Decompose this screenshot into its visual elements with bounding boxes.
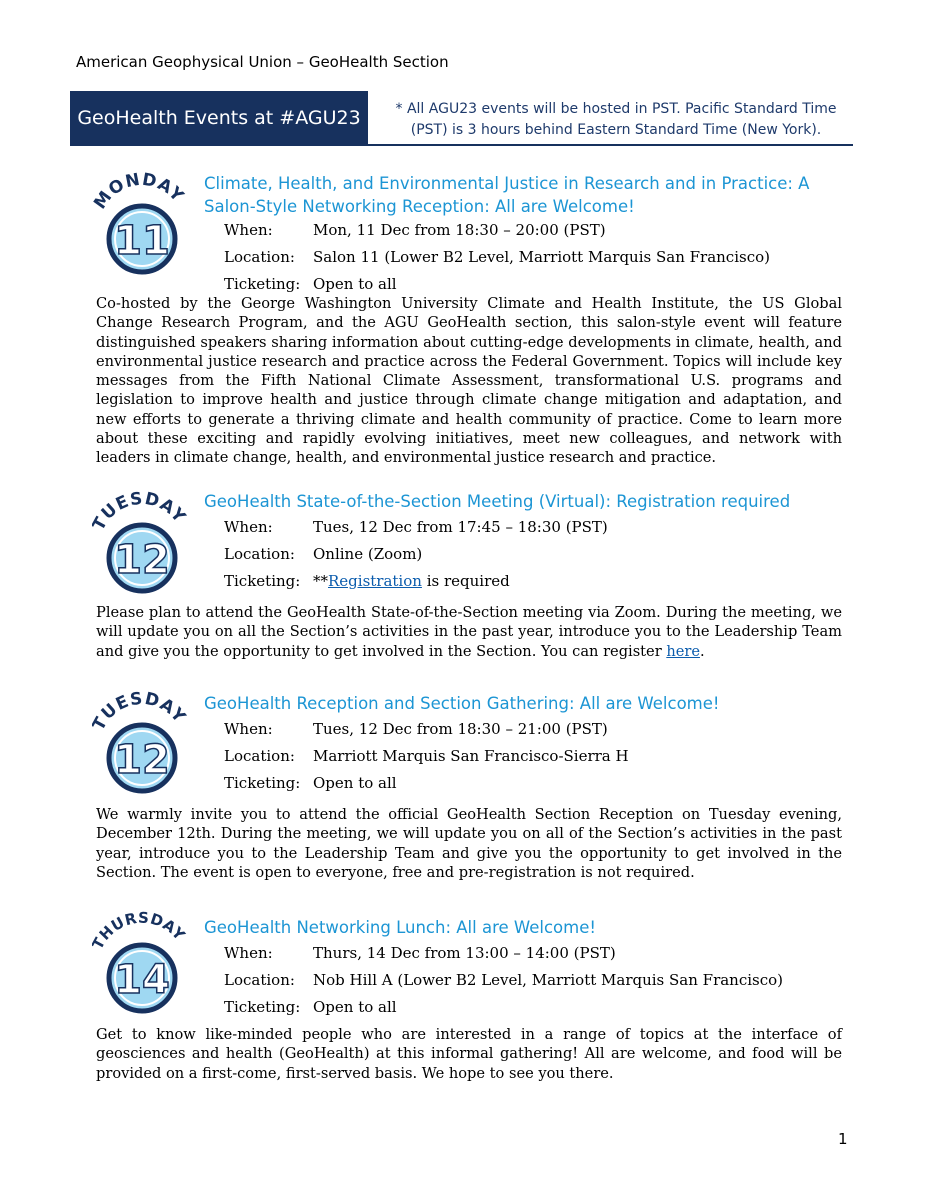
- location-label: Location:: [224, 747, 295, 765]
- location-label: Location:: [224, 545, 295, 563]
- badge-day-label: UESDAY: [97, 690, 188, 728]
- badge-date: 14: [114, 957, 170, 1003]
- ticketing-label: Ticketing:: [224, 275, 301, 293]
- tuesday-calendar-icon: [92, 690, 188, 800]
- location-value: Nob Hill A (Lower B2 Level, Marriott Marquis San Francisco): [313, 971, 784, 989]
- location-label: Location:: [224, 248, 295, 266]
- when-label: When:: [224, 518, 273, 536]
- ticketing-value: Open to all: [313, 774, 397, 792]
- page-number: 1: [838, 1130, 848, 1148]
- badge-day-label: HURSDAY: [95, 910, 188, 945]
- ticketing-value: Open to all: [313, 275, 397, 293]
- event-description: Please plan to attend the GeoHealth State-of-the-Section meeting via Zoom. During the meeting, we will update you on all the Section’s activities in the past year, introduce you to the Leadership Team and give you the opportunity to get involved in the Section. You can register here.: [96, 604, 842, 660]
- event-description: Co-hosted by the George Washington University Climate and Health Institute, the US Global Change Research Program, and the AGU GeoHealth section, this salon-style event will feature distinguished speakers sharing information about cutting-edge developments in climate, health, and environmental justice research and practice across the Federal Government. Topics will include key messages from the Fifth National Climate Assessment, transformational U.S. programs and legislation to improve health and justice through climate change mitigation and adaptation, and new efforts to generate a thriving climate and health community of practice. Come to learn more about these exciting and rapidly evolving initiatives, meet new colleagues, and network with leaders in climate change, health, and environmental justice research and practice.: [96, 295, 842, 467]
- ticketing-value: Open to all: [313, 998, 397, 1016]
- registration-link[interactable]: Registration: [328, 572, 422, 590]
- ticketing-value: **Registration is required: [313, 572, 510, 590]
- badge-day-label: MONDAY: [92, 171, 188, 213]
- when-label: When:: [224, 720, 273, 738]
- location-value: Salon 11 (Lower B2 Level, Marriott Marquis San Francisco): [313, 248, 770, 266]
- location-value: Marriott Marquis San Francisco-Sierra H: [313, 747, 629, 765]
- location-label: Location:: [224, 971, 295, 989]
- thursday-calendar-icon: [92, 910, 188, 1020]
- when-value: Thurs, 14 Dec from 13:00 – 14:00 (PST): [313, 944, 616, 962]
- event-title: GeoHealth Networking Lunch: All are Welcome!: [204, 918, 596, 937]
- monday-calendar-icon: [92, 171, 188, 281]
- events-banner: [70, 91, 853, 146]
- ticketing-label: Ticketing:: [224, 572, 301, 590]
- event-title: GeoHealth State-of-the-Section Meeting (Virtual): Registration required: [204, 492, 791, 511]
- badge-date: 12: [114, 737, 170, 783]
- when-value: Mon, 11 Dec from 18:30 – 20:00 (PST): [313, 221, 606, 239]
- when-value: Tues, 12 Dec from 18:30 – 21:00 (PST): [313, 720, 608, 738]
- ticketing-label: Ticketing:: [224, 774, 301, 792]
- event-description: Get to know like-minded people who are interested in a range of topics at the interface of geosciences and health (GeoHealth) at this informal gathering! All are welcome, and food will be provided on a first-come, first-served basis. We hope to see you there.: [96, 1026, 842, 1082]
- banner-timezone-note: * All AGU23 events will be hosted in PST. Pacific Standard Time (PST) is 3 hours behind Eastern Standard Time (New York).: [395, 101, 837, 138]
- when-label: When:: [224, 944, 273, 962]
- banner-title: GeoHealth Events at #AGU23: [70, 91, 368, 146]
- register-here-link[interactable]: here: [666, 642, 700, 660]
- badge-day-label: UESDAY: [97, 490, 188, 528]
- ticketing-label: Ticketing:: [224, 998, 301, 1016]
- badge-date: 11: [114, 218, 170, 264]
- banner-divider: [70, 144, 853, 146]
- event-description: We warmly invite you to attend the official GeoHealth Section Reception on Tuesday evening, December 12th. During the meeting, we will update you on all of the Section’s activities in the past year, introduce you to the Leadership Team and give you the opportunity to get involved in the Section. The event is open to everyone, free and pre-registration is not required.: [96, 806, 842, 881]
- event-title: GeoHealth Reception and Section Gathering: All are Welcome!: [204, 694, 720, 713]
- location-value: Online (Zoom): [313, 545, 423, 563]
- when-value: Tues, 12 Dec from 17:45 – 18:30 (PST): [313, 518, 608, 536]
- tuesday-calendar-icon: [92, 490, 188, 600]
- badge-date: 12: [114, 537, 170, 583]
- event-title: Climate, Health, and Environmental Justice in Research and in Practice: A Salon-Style Networking Reception: All are Welcome!: [204, 174, 810, 216]
- when-label: When:: [224, 221, 273, 239]
- header-org: American Geophysical Union – GeoHealth Section: [76, 53, 449, 71]
